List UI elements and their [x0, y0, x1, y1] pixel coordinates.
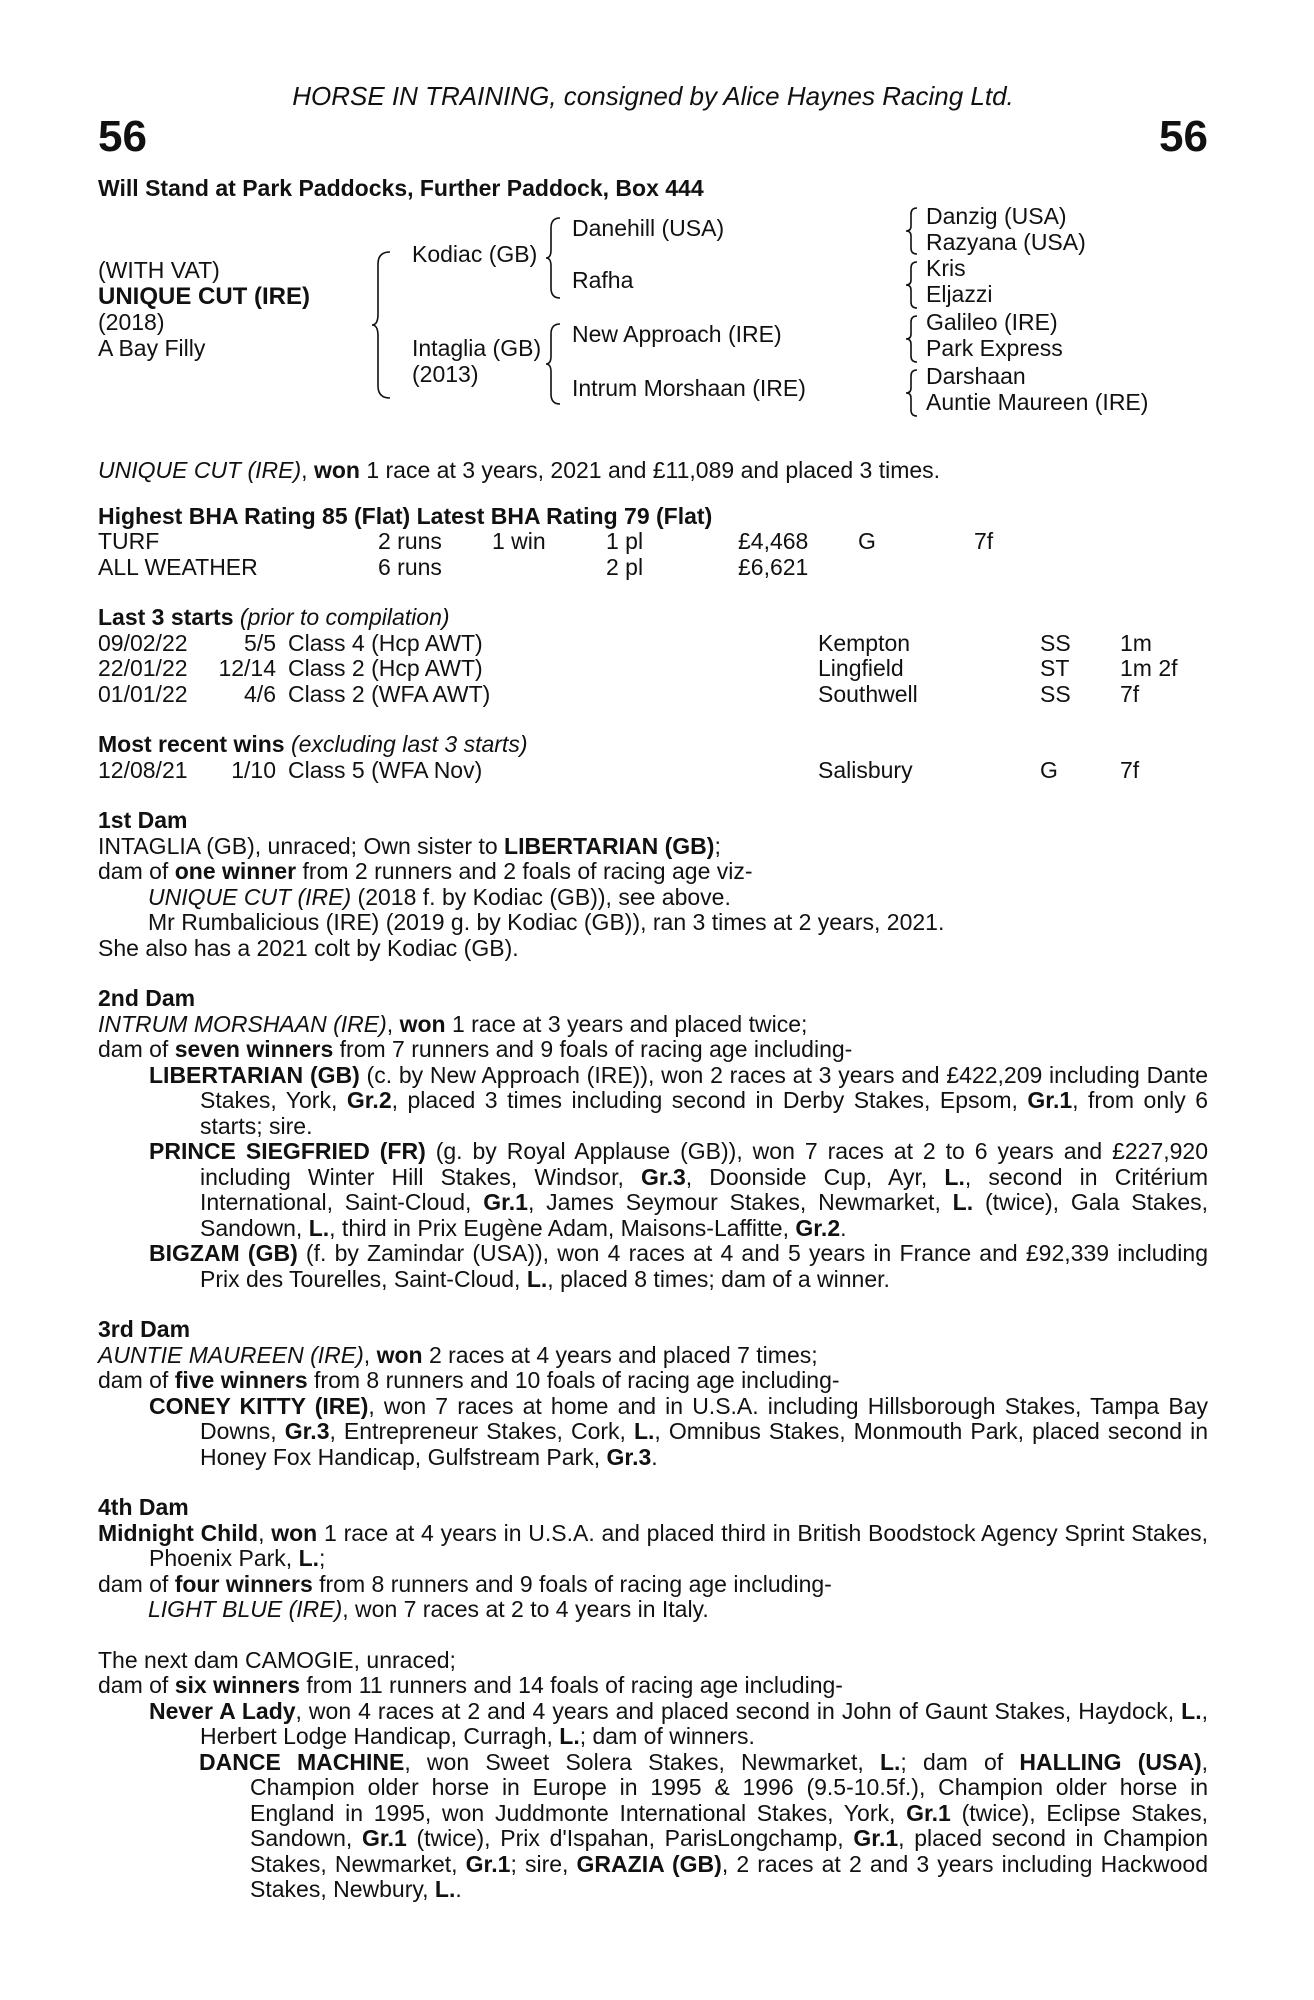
start-row — [98, 631, 1208, 657]
text: , — [258, 1519, 272, 1546]
text: , — [386, 1010, 400, 1037]
text: L. — [879, 1748, 901, 1775]
sire-sire-dam: Razyana (USA) — [926, 229, 1086, 255]
start-course: Southwell — [818, 680, 918, 707]
dam-year: (2013) — [412, 361, 479, 387]
produce-entry — [98, 1241, 1208, 1292]
start-going: ST — [1040, 655, 1070, 681]
rating-surface: ALL WEATHER — [98, 553, 258, 580]
dam: Intaglia (GB) — [412, 335, 542, 361]
text: , won Sweet Solera Stakes, Newmarket, — [404, 1748, 880, 1775]
pedigree-brace-4d — [904, 368, 920, 418]
text: won — [271, 1519, 318, 1546]
text: , James Seymour Stakes, Newmarket, — [527, 1189, 953, 1215]
text: , Herbert Lodge Handicap, Curragh, — [200, 1697, 1208, 1749]
rating-runs: 6 runs — [378, 553, 442, 580]
text: ; — [319, 1545, 326, 1571]
win-course: Salisbury — [818, 756, 913, 783]
sire-dam-sire: Kris — [926, 255, 966, 281]
text: ; — [714, 832, 721, 859]
text: Midnight Child — [98, 1519, 259, 1546]
text: (twice), Gala Stakes, Sandown, — [200, 1189, 1209, 1241]
text: Gr.1 — [483, 1189, 528, 1215]
text: HALLING (USA) — [1019, 1748, 1202, 1775]
recent-note: (excluding last 3 starts) — [284, 731, 528, 757]
start-date: 09/02/22 — [98, 629, 188, 656]
sire-sire: Danehill (USA) — [572, 215, 725, 241]
rating-earnings: £4,468 — [738, 528, 809, 554]
text: , Champion older horse in Europe in 1995 & 1996 (9.5-10.5f.), Champion older horse in England in 1995, won Juddmonte International Stakes, York, — [250, 1748, 1209, 1826]
produce-entry — [98, 1750, 1208, 1903]
horse-description: A Bay Filly — [98, 335, 206, 361]
text: , placed 3 times including second in Derby Stakes, Epsom, — [391, 1087, 1028, 1113]
catalogue-header: HORSE IN TRAINING, consigned by Alice Haynes Racing Ltd. — [292, 81, 1014, 111]
first-dam-title: 1st Dam — [98, 807, 188, 833]
text: Gr.3 — [606, 1443, 652, 1470]
pedigree-table — [98, 203, 1208, 425]
text: , third in Prix Eugène Adam, Maisons-Laffitte, — [329, 1214, 796, 1241]
rating-earnings: £6,621 — [738, 553, 809, 580]
text: , Doonside Cup, Ayr, — [685, 1163, 945, 1190]
win-date: 12/08/21 — [98, 756, 188, 783]
text: . — [840, 1214, 847, 1241]
text: Never A Lady — [149, 1697, 296, 1724]
summary-won: won — [313, 457, 360, 483]
ratings-section — [98, 504, 1208, 581]
ratings-row — [98, 529, 1208, 555]
pedigree-brace-4c — [904, 314, 920, 364]
start-course: Kempton — [818, 629, 911, 656]
text: L. — [944, 1163, 965, 1190]
text: from 8 runners and 9 foals of racing age including- — [312, 1570, 832, 1597]
text: 1 race at 4 years in U.S.A. and placed third in British Boodstock Agency Sprint Stakes, Phoenix Park, — [149, 1519, 1208, 1571]
text: , — [363, 1341, 377, 1368]
produce-entry — [98, 1394, 1208, 1471]
text: 1 race at 3 years and placed twice; — [445, 1010, 808, 1037]
text: Gr.1 — [853, 1825, 899, 1851]
pedigree-brace-sire — [544, 216, 564, 300]
sire-sire-sire: Danzig (USA) — [926, 203, 1067, 229]
dam-dam: Intrum Morshaan (IRE) — [572, 375, 806, 401]
rating-surface: TURF — [98, 528, 160, 554]
text: , won 4 races at 2 and 4 years and placed second in John of Gaunt Stakes, Haydock, — [295, 1697, 1182, 1724]
text: dam of — [98, 858, 175, 884]
text: PRINCE SIEGFRIED (FR) — [149, 1138, 426, 1164]
pedigree-brace-dam — [544, 322, 564, 406]
start-class: Class 2 (Hcp AWT) — [288, 655, 483, 681]
start-position: 4/6 — [244, 680, 276, 707]
text: L. — [952, 1189, 974, 1215]
text: from 11 runners and 14 foals of racing age including- — [300, 1672, 843, 1698]
rating-wins: 1 win — [492, 528, 546, 554]
text: . — [651, 1443, 658, 1470]
start-class: Class 2 (WFA AWT) — [288, 680, 491, 707]
text: L. — [434, 1876, 456, 1902]
text: CONEY KITTY (IRE) — [149, 1392, 369, 1419]
lot-number-left: 56 — [98, 112, 147, 161]
fourth-dam-section — [98, 1495, 1208, 1623]
text: Gr.1 — [465, 1850, 511, 1877]
text: AUNTIE MAUREEN (IRE) — [98, 1341, 364, 1368]
text: LIBERTARIAN (GB) — [149, 1061, 360, 1088]
text: L. — [1181, 1697, 1202, 1724]
start-distance: 1m — [1120, 629, 1152, 656]
second-dam-section — [98, 986, 1208, 1292]
dam-dam-sire: Darshaan — [926, 363, 1026, 389]
text: (c. by New Approach (IRE)), won 2 races at 3 years and £422,209 including Dante Stakes, York, — [200, 1061, 1208, 1113]
most-recent-wins — [98, 732, 1208, 783]
start-distance: 7f — [1120, 680, 1140, 707]
sire-dam: Rafha — [572, 267, 634, 293]
start-position: 5/5 — [244, 629, 276, 656]
rating-runs: 2 runs — [378, 528, 442, 554]
text: from 8 runners and 10 foals of racing age including- — [307, 1367, 840, 1393]
text: won — [376, 1341, 423, 1368]
text: . — [455, 1876, 462, 1902]
start-date: 01/01/22 — [98, 680, 188, 707]
text: BIGZAM (GB) — [149, 1240, 298, 1266]
third-dam-section — [98, 1317, 1208, 1470]
text: 2 races at 4 years and placed 7 times; — [422, 1341, 818, 1368]
text: (2018 f. by Kodiac (GB)), see above. — [351, 883, 731, 910]
summary-name: UNIQUE CUT (IRE) — [98, 457, 302, 483]
text: L. — [633, 1418, 655, 1444]
text: six winners — [174, 1672, 300, 1698]
text: dam of — [98, 1570, 175, 1597]
start-row — [98, 656, 1208, 682]
dam-sire-dam: Park Express — [926, 335, 1063, 361]
produce-note: She also has a 2021 colt by Kodiac (GB). — [98, 934, 519, 961]
text: dam of — [98, 1036, 175, 1062]
text: one winner — [174, 858, 297, 884]
next-dam-line: The next dam CAMOGIE, unraced; — [98, 1646, 456, 1673]
start-position: 12/14 — [218, 655, 276, 681]
win-row — [98, 758, 1208, 784]
race-summary: UNIQUE CUT (IRE), won 1 race at 3 years, 2021 and £11,089 and placed 3 times. — [98, 457, 941, 483]
recent-title: Most recent wins — [98, 731, 285, 757]
text: ; dam of — [900, 1748, 1020, 1775]
rating-places: 1 pl — [606, 528, 644, 554]
text: Gr.2 — [795, 1214, 841, 1241]
text: L. — [298, 1545, 320, 1571]
stand-location: Will Stand at Park Paddocks, Further Paddock, Box 444 — [98, 175, 704, 201]
horse-year: (2018) — [98, 309, 165, 335]
start-going: SS — [1040, 680, 1071, 707]
start-row — [98, 682, 1208, 708]
win-going: G — [1040, 756, 1058, 783]
produce-entry — [98, 1699, 1208, 1750]
text: L. — [559, 1723, 580, 1749]
text: , won 7 races at 2 to 4 years in Italy. — [342, 1596, 709, 1622]
text: Gr.3 — [284, 1418, 330, 1444]
text: Gr.2 — [346, 1087, 392, 1113]
text: dam of — [98, 1367, 175, 1393]
text: INTAGLIA (GB), unraced; Own sister to — [98, 832, 505, 859]
text: from 2 runners and 2 foals of racing age viz- — [296, 858, 753, 884]
start-distance: 1m 2f — [1120, 655, 1178, 681]
text: Gr.3 — [641, 1163, 686, 1190]
text: GRAZIA (GB) — [576, 1850, 722, 1877]
text: (g. by Royal Applause (GB)), won 7 races at 2 to 6 years and £227,920 including Winter Hill Stakes, Windsor, — [200, 1138, 1209, 1190]
dam-sire-sire: Galileo (IRE) — [926, 309, 1058, 335]
text: UNIQUE CUT (IRE) — [148, 883, 352, 910]
vat-note: (WITH VAT) — [98, 257, 220, 283]
lot-number-right: 56 — [1159, 112, 1208, 161]
win-class: Class 5 (WFA Nov) — [288, 756, 483, 783]
text: INTRUM MORSHAAN (IRE) — [98, 1010, 387, 1037]
third-dam-title: 3rd Dam — [98, 1316, 191, 1342]
fourth-dam-title: 4th Dam — [98, 1494, 189, 1520]
text: five winners — [174, 1367, 308, 1393]
text: Gr.1 — [1027, 1087, 1073, 1113]
text: , Entrepreneur Stakes, Cork, — [329, 1418, 634, 1444]
next-dam-section — [98, 1648, 1208, 1903]
start-date: 22/01/22 — [98, 655, 188, 681]
pedigree-brace-4b — [904, 260, 920, 310]
text: ; dam of winners. — [579, 1723, 755, 1749]
text: four winners — [174, 1570, 313, 1597]
text: , 2 races at 2 and 3 years including Hackwood Stakes, Newbury, — [250, 1850, 1208, 1902]
rating-going: G — [858, 528, 876, 554]
win-position: 1/10 — [231, 756, 276, 783]
start-course: Lingfield — [818, 655, 904, 681]
text: , from only 6 starts; sire. — [200, 1087, 1209, 1139]
horse-name: UNIQUE CUT (IRE) — [98, 283, 310, 310]
produce-entry — [98, 1063, 1208, 1140]
catalogue-body — [98, 458, 1208, 1903]
text: Gr.1 — [362, 1825, 407, 1851]
pedigree-brace-4a — [904, 206, 920, 256]
win-distance: 7f — [1120, 756, 1140, 783]
summary-rest: 1 race at 3 years, 2021 and £11,089 and placed 3 times. — [359, 457, 941, 483]
start-class: Class 4 (Hcp AWT) — [288, 629, 483, 656]
second-dam-title: 2nd Dam — [98, 985, 196, 1011]
text: L. — [308, 1214, 330, 1241]
rating-distance: 7f — [974, 528, 994, 554]
ratings-title: Highest BHA Rating 85 (Flat) Latest BHA Rating 79 (Flat) — [98, 502, 713, 529]
text: , second in Critérium International, Saint-Cloud, — [200, 1163, 1208, 1215]
produce-entry — [98, 1139, 1208, 1241]
text: from 7 runners and 9 foals of racing age including- — [333, 1036, 853, 1062]
dam-dam-dam: Auntie Maureen (IRE) — [926, 389, 1149, 415]
last3-title: Last 3 starts — [98, 604, 234, 630]
sire: Kodiac (GB) — [412, 241, 538, 267]
text: , placed 8 times; dam of a winner. — [547, 1265, 890, 1292]
text: DANCE MACHINE — [199, 1748, 405, 1775]
produce-line: Mr Rumbalicious (IRE) (2019 g. by Kodiac (GB)), ran 3 times at 2 years, 2021. — [148, 909, 945, 935]
text: ; sire, — [510, 1850, 577, 1877]
dam-sire: New Approach (IRE) — [572, 321, 782, 347]
first-dam-section — [98, 808, 1208, 961]
last-3-starts — [98, 605, 1208, 707]
sire-dam-dam: Eljazzi — [926, 281, 993, 307]
pedigree-brace-main — [370, 250, 394, 400]
text: dam of — [98, 1672, 175, 1698]
text: (twice), Prix d'Ispahan, ParisLongchamp, — [406, 1825, 854, 1851]
text: , placed second in Champion Stakes, Newmarket, — [250, 1825, 1208, 1877]
text: LIBERTARIAN (GB) — [504, 832, 715, 859]
ratings-row — [98, 555, 1208, 581]
text: (twice), Eclipse Stakes, Sandown, — [250, 1799, 1208, 1851]
last3-note: (prior to compilation) — [233, 604, 450, 630]
text: L. — [526, 1265, 548, 1292]
text: LIGHT BLUE (IRE) — [148, 1596, 343, 1622]
text: Gr.1 — [906, 1799, 951, 1826]
start-going: SS — [1040, 629, 1071, 656]
text: won — [399, 1010, 446, 1037]
rating-places: 2 pl — [606, 553, 644, 580]
text: , Omnibus Stakes, Monmouth Park, placed second in Honey Fox Handicap, Gulfstream Park, — [200, 1418, 1208, 1470]
text: seven winners — [174, 1036, 334, 1062]
text: (f. by Zamindar (USA)), won 4 races at 4 and 5 years in France and £92,339 including Prix des Tourelles, Saint-Cloud, — [200, 1240, 1209, 1292]
text: , won 7 races at home and in U.S.A. including Hillsborough Stakes, Tampa Bay Downs, — [200, 1392, 1209, 1444]
